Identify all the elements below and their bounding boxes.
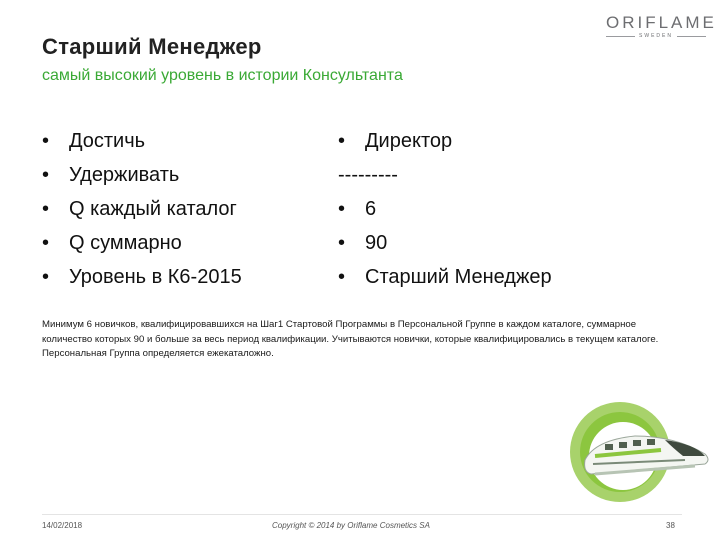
list-item-label: Достичь [69, 130, 146, 152]
list-item [42, 226, 242, 260]
list-item [338, 124, 552, 158]
bullet: • [338, 130, 346, 152]
bullet: • [42, 164, 50, 186]
list-item-label: 6 [365, 198, 377, 220]
bullet: • [338, 266, 346, 288]
list-item [42, 158, 242, 192]
bullet: • [338, 198, 346, 220]
slide-title: Старший Менеджер [42, 34, 262, 59]
list-item-label: Уровень в К6-2015 [69, 266, 242, 288]
bullet: • [338, 232, 346, 254]
requirements-list [42, 124, 242, 294]
bullet: • [42, 266, 50, 288]
list-item-label: --------- [338, 164, 398, 186]
logo-tagline: SWEDEN [639, 33, 673, 39]
bullet: • [42, 232, 50, 254]
bullet: • [42, 130, 50, 152]
list-item [338, 158, 552, 192]
list-item [42, 260, 242, 294]
bullet: • [42, 198, 50, 220]
list-item-label: Удерживать [69, 164, 180, 186]
list-item [42, 124, 242, 158]
list-item [338, 260, 552, 294]
footer-copyright: Copyright © 2014 by Oriflame Cosmetics SA [272, 521, 430, 530]
list-item-label: 90 [365, 232, 388, 254]
qualification-note: Минимум 6 новичков, квалифицировавшихся на Шаг1 Стартовой Программы в Персональной Группе в каждом каталоге, суммарное количество которых 90 и больше за весь период квалификации. Учитываются новички, которые квалифицировались в текущем каталоге. Персональная Группа определяется ежекаталожно. [42, 319, 659, 359]
list-item [338, 192, 552, 226]
list-item-label: Старший Менеджер [365, 266, 552, 288]
page-number: 38 [666, 521, 675, 530]
list-item-label: Директор [365, 130, 453, 152]
slide-subtitle: самый высокий уровень в истории Консультанта [42, 67, 403, 84]
logo-wordmark: ORIFLAME [606, 13, 717, 32]
list-item-label: Q каждый каталог [69, 198, 237, 220]
footer-date: 14/02/2018 [42, 521, 83, 530]
oriflame-logo [606, 13, 717, 39]
list-item [338, 226, 552, 260]
logo-sub [606, 33, 706, 39]
logo-rule-right [677, 36, 706, 37]
values-list [338, 124, 552, 294]
footer-divider [42, 514, 682, 515]
list-item-label: Q суммарно [69, 232, 182, 254]
train-in-green-circle-icon [565, 400, 715, 510]
logo-rule-left [606, 36, 635, 37]
list-item [42, 192, 242, 226]
